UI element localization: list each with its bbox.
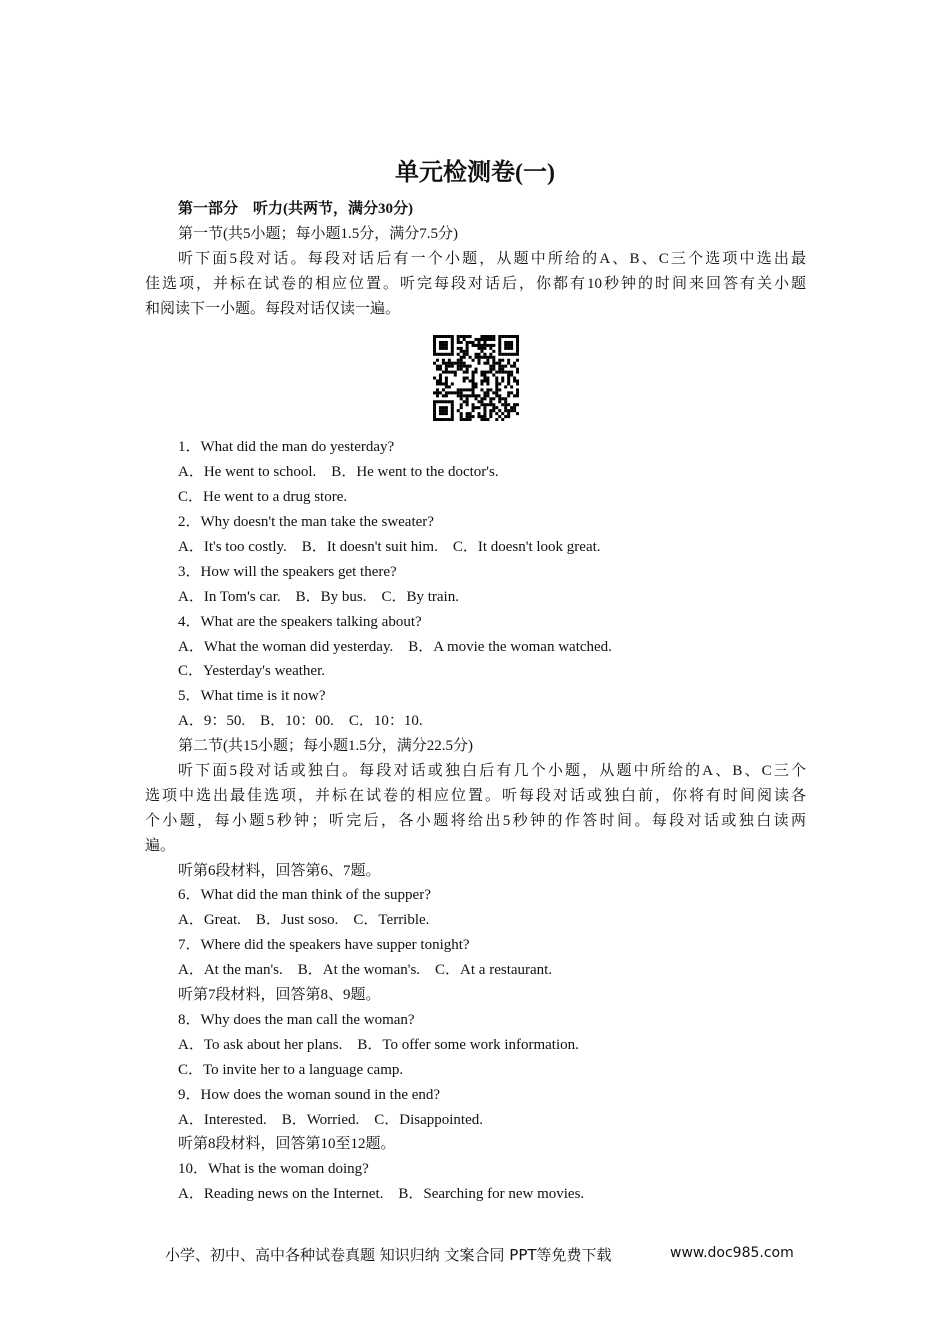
question-line: 2．Why doesn't the man take the sweater?	[178, 514, 434, 531]
question-line: 6．What did the man think of the supper?	[178, 887, 431, 904]
qr-code	[433, 335, 519, 421]
question-line: 8．Why does the man call the woman?	[178, 1011, 415, 1028]
question-line: A．What the woman did yesterday. B．A movie the woman watched.	[178, 638, 612, 655]
question-line: 听第6段材料，回答第6、7题。	[178, 862, 381, 879]
instruction-line: 佳选项，并标在试卷的相应位置。听完每段对话后，你都有10秒钟的时间来回答有关小题	[145, 275, 806, 292]
footer-text: 小学、初中、高中各种试卷真题 知识归纳 文案合同 PPT等免费下载	[165, 1246, 612, 1264]
question-line: 听第7段材料，回答第8、9题。	[178, 987, 381, 1004]
question-line: 10．What is the woman doing?	[178, 1161, 369, 1178]
question-line: A．9：50. B．10：00. C．10：10.	[178, 713, 423, 730]
question-line: 第二节(共15小题；每小题1.5分，满分22.5分)	[178, 738, 473, 755]
question-line: A．Interested. B．Worried. C．Disappointed.	[178, 1111, 483, 1128]
question-line: A．At the man's. B．At the woman's. C．At a restaurant.	[178, 962, 553, 979]
question-line: 3．How will the speakers get there?	[178, 563, 397, 580]
instruction-line: 个小题，每小题5秒钟；听完后，各小题将给出5秒钟的作答时间。每段对话或独白读两	[145, 812, 806, 829]
question-line: 9．How does the woman sound in the end?	[178, 1086, 441, 1103]
section-heading: 第一节(共5小题；每小题1.5分，满分7.5分)	[178, 225, 458, 242]
question-line: A．In Tom's car. B．By bus. C．By train.	[178, 588, 459, 605]
question-line: A．Great. B．Just soso. C．Terrible.	[178, 912, 430, 929]
question-line: 5．What time is it now?	[178, 688, 326, 705]
question-line: C．He went to a drug store.	[178, 489, 348, 506]
question-line: C．Yesterday's weather.	[178, 663, 325, 680]
document-body	[145, 197, 806, 1207]
footer-url[interactable]: www.doc985.com	[670, 1245, 794, 1261]
instruction-line: 和阅读下一小题。每段对话仅读一遍。	[145, 300, 401, 317]
part-heading: 第一部分 听力(共两节，满分30分)	[178, 201, 413, 217]
question-line: C．To invite her to a language camp.	[178, 1061, 404, 1078]
instruction-line: 听下面5段对话或独白。每段对话或独白后有几个小题，从题中所给的A、B、C三个	[178, 763, 806, 780]
instruction-line: 遍。	[145, 837, 176, 854]
question-line: 听第8段材料，回答第10至12题。	[178, 1136, 396, 1153]
question-line: A．To ask about her plans. B．To offer some work information.	[178, 1036, 579, 1053]
question-line: 4．What are the speakers talking about?	[178, 613, 422, 630]
question-line: A．Reading news on the Internet. B．Searching for new movies.	[178, 1186, 585, 1203]
question-line: A．He went to school. B．He went to the doctor's.	[178, 464, 499, 481]
question-line: 1．What did the man do yesterday?	[178, 439, 395, 456]
instruction-line: 选项中选出最佳选项，并标在试卷的相应位置。听每段对话或独白前，你将有时间阅读各	[145, 787, 806, 804]
page-title: 单元检测卷(一)	[395, 160, 555, 186]
question-line: 7．Where did the speakers have supper tonight?	[178, 937, 470, 954]
question-line: A．It's too costly. B．It doesn't suit him. C．It doesn't look great.	[178, 539, 601, 556]
instruction-line: 听下面5段对话。每段对话后有一个小题，从题中所给的A、B、C三个选项中选出最	[178, 250, 806, 267]
